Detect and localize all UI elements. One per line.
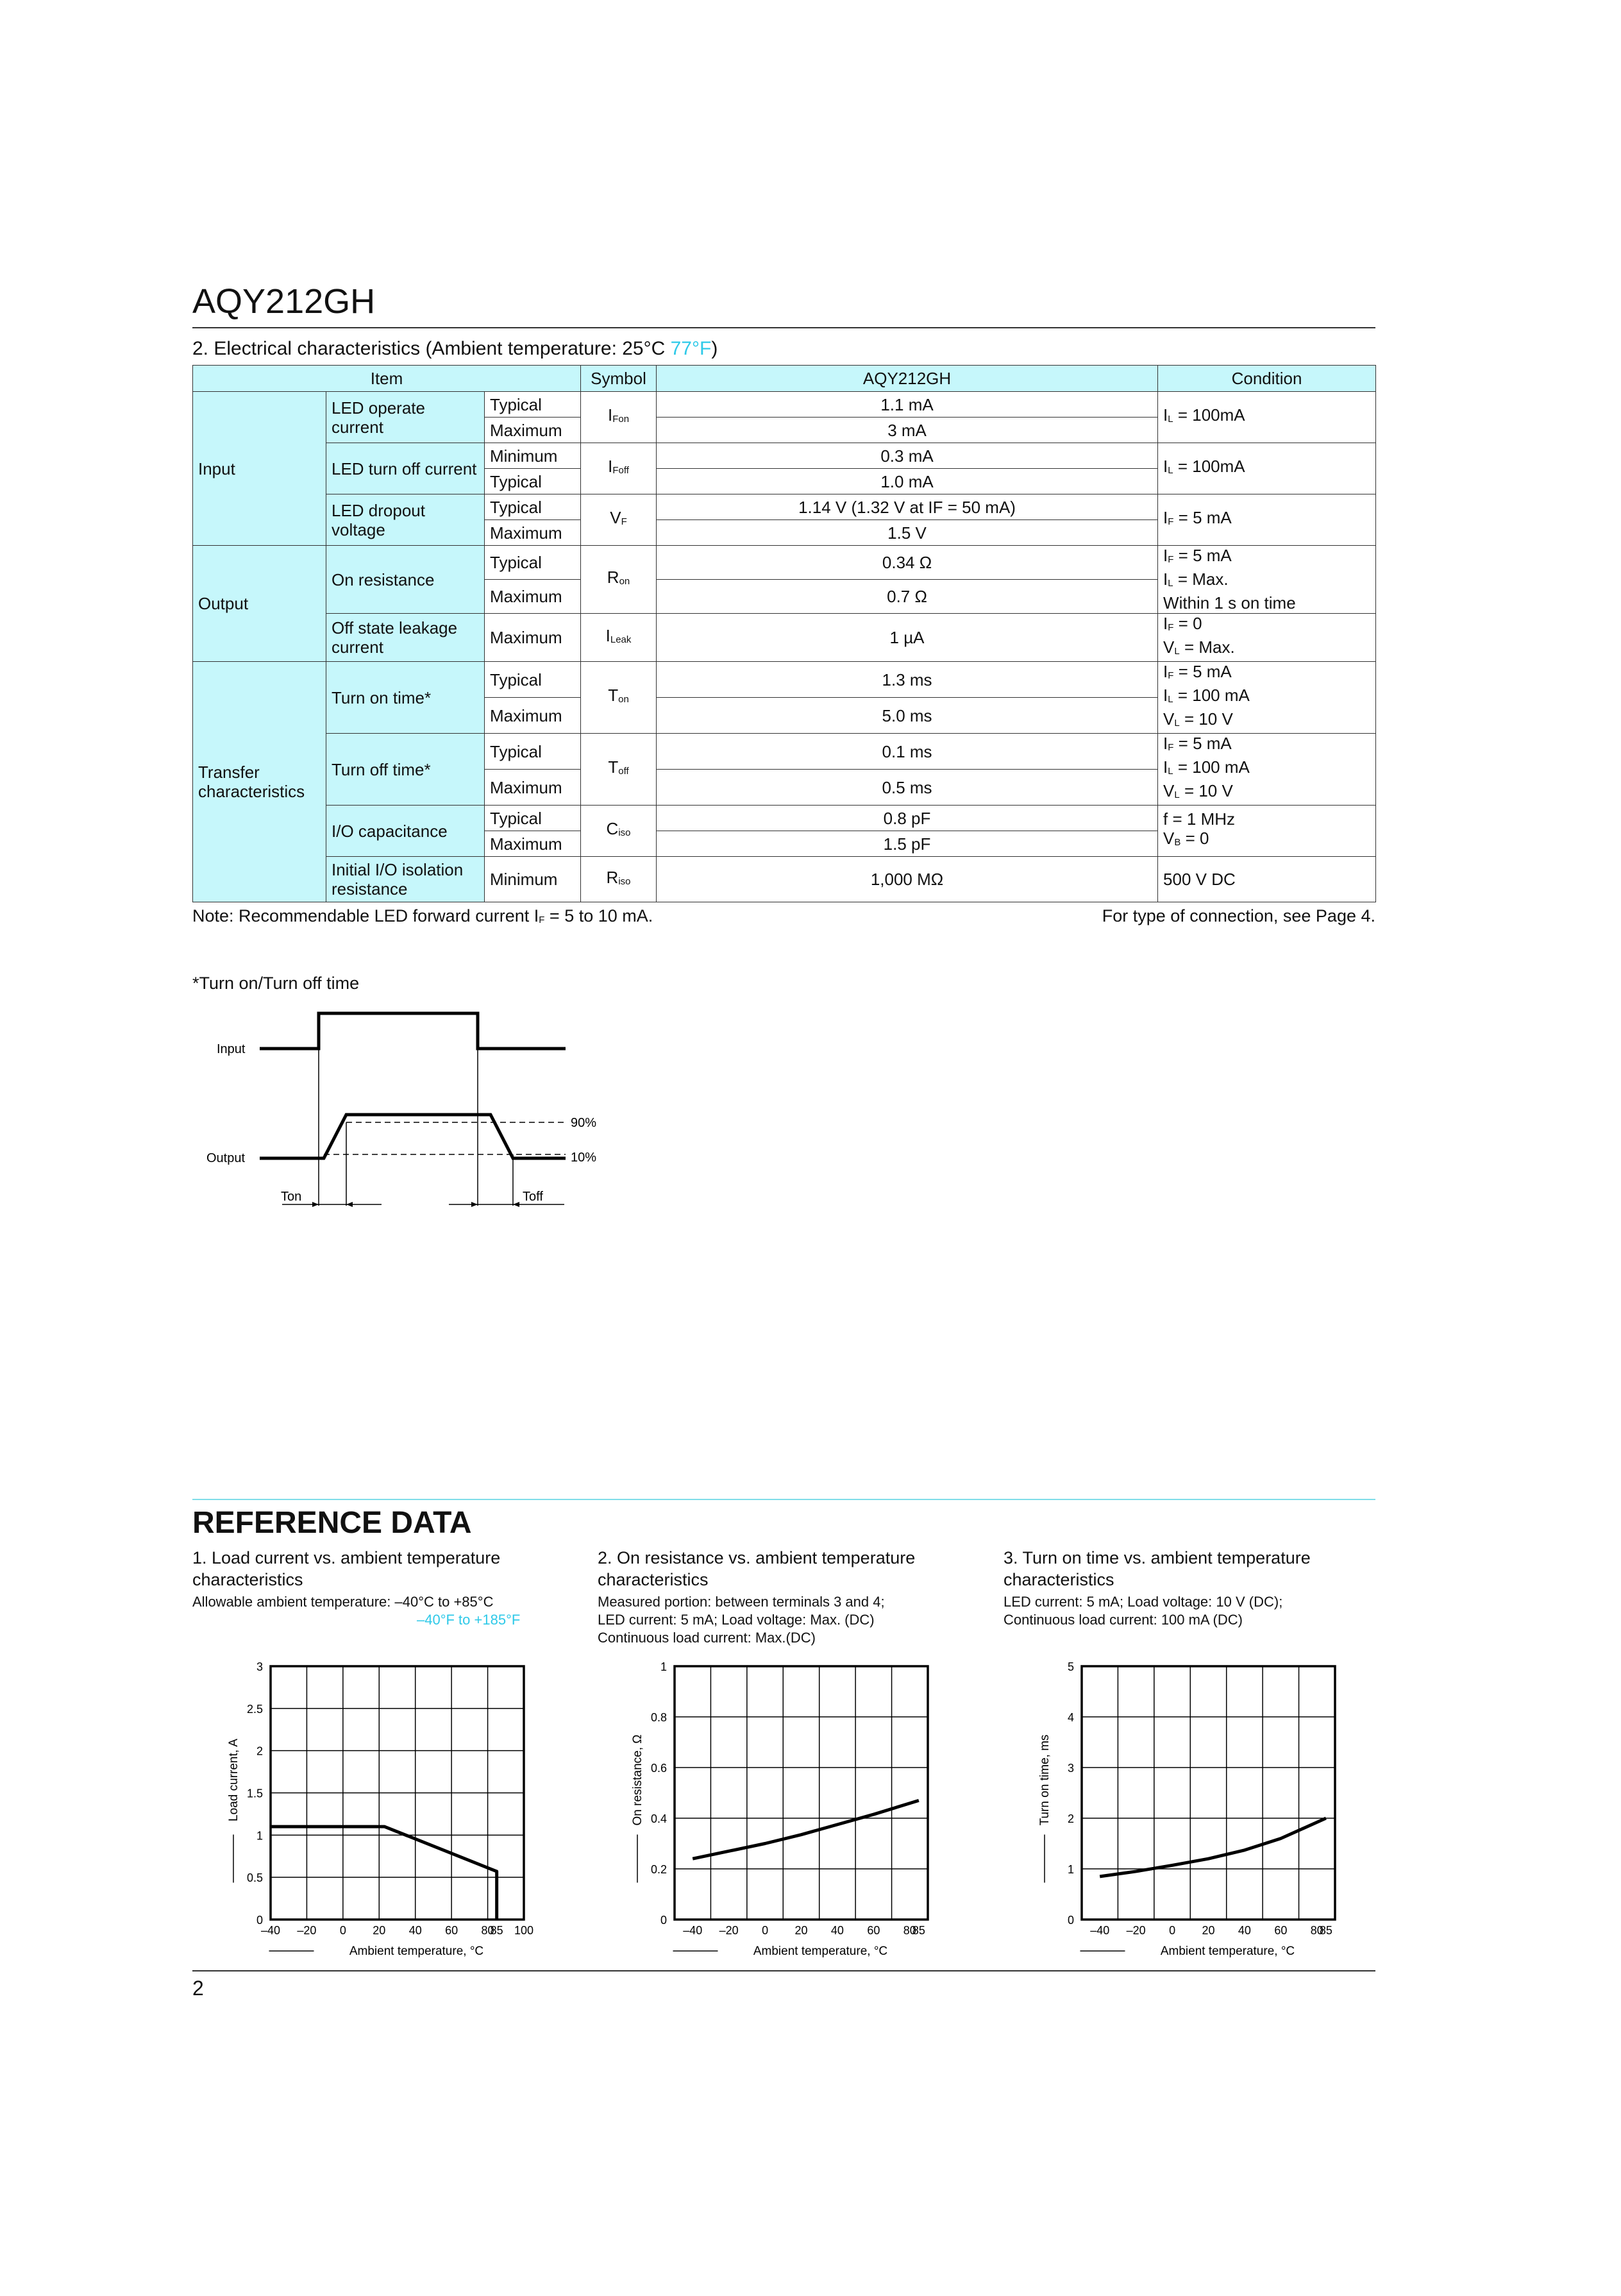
- graph1-cond-fahrenheit: –40°F to +185°F: [417, 1612, 521, 1628]
- symbol-sub: Fon: [612, 414, 630, 425]
- x-tick-label: –40: [683, 1924, 703, 1937]
- condition-cell: $I_F = 5$ mA: [1158, 494, 1376, 546]
- y-tick-label: 2.5: [246, 1702, 263, 1716]
- data-series-line: [271, 1827, 497, 1920]
- electrical-characteristics-table: [192, 365, 1376, 902]
- value-cell: 1.14 V (1.32 V at IF = 50 mA): [657, 494, 1158, 520]
- value-cell: 1.3 ms: [657, 662, 1158, 698]
- item-turn-off: Turn off time*: [326, 734, 485, 806]
- x-tick-label: –20: [719, 1924, 739, 1937]
- value-cell: 0.8 pF: [657, 806, 1158, 831]
- y-tick-label: 0.8: [650, 1711, 667, 1724]
- y-tick-label: 2: [1067, 1812, 1074, 1825]
- x-tick-label: –40: [1090, 1924, 1110, 1937]
- x-tick-label: 20: [794, 1924, 808, 1937]
- timing-input-label: Input: [217, 1042, 246, 1056]
- qualifier: Typical: [485, 392, 581, 418]
- symbol-main: I: [608, 457, 613, 476]
- value-cell: 3 mA: [657, 418, 1158, 443]
- symbol-riso: [581, 857, 657, 902]
- value-cell: 1.5 pF: [657, 831, 1158, 857]
- ton-label: Ton: [281, 1190, 302, 1204]
- condition-text: = Max.: [1173, 570, 1229, 589]
- condition-text: = 10 V: [1179, 781, 1233, 800]
- header-item: Item: [193, 366, 581, 392]
- graph2-title: 2. On resistance vs. ambient temperature characteristics: [598, 1548, 916, 1589]
- x-tick-label: 85: [912, 1924, 925, 1937]
- table-header-row: [193, 366, 1376, 392]
- y-axis-label: On resistance, Ω: [631, 1734, 644, 1826]
- y-tick-label: 5: [1067, 1660, 1074, 1673]
- value-cell: 1 µA: [657, 614, 1158, 662]
- qualifier: Minimum: [485, 443, 581, 469]
- qualifier: Maximum: [485, 831, 581, 857]
- value-cell: 0.7 Ω: [657, 580, 1158, 614]
- header-model: AQY212GH: [657, 366, 1158, 392]
- x-tick-label: 40: [1238, 1924, 1251, 1937]
- section-heading-close: ): [711, 338, 718, 359]
- x-tick-label: 60: [867, 1924, 880, 1937]
- symbol-ifon: [581, 392, 657, 443]
- graph3-title: 3. Turn on time vs. ambient temperature characteristics: [1004, 1548, 1311, 1589]
- table-row: [193, 662, 1376, 698]
- symbol-sub: on: [618, 694, 629, 705]
- x-tick-label: 20: [1202, 1924, 1215, 1937]
- condition-cell: $I_F = 5$ mA $I_L = 100$ mA $V_L = 10$ V: [1158, 662, 1376, 734]
- item-isolation-resistance: Initial I/O isolation resistance: [326, 857, 485, 902]
- symbol-main: V: [610, 508, 621, 527]
- x-tick-label: –20: [1126, 1924, 1146, 1937]
- graph2-condition: [598, 1593, 995, 1647]
- note-text-end: = 5 to 10 mA.: [544, 906, 653, 925]
- page-bottom-rule: [192, 1970, 1375, 1971]
- condition-text: = 100 mA: [1173, 686, 1250, 705]
- qualifier: Maximum: [485, 770, 581, 806]
- group-transfer: Transfer characteristics: [193, 662, 326, 902]
- y-tick-label: 1: [660, 1660, 667, 1673]
- y-tick-label: 0.4: [650, 1812, 667, 1825]
- note-text: Note: Recommendable LED forward current I: [192, 906, 539, 925]
- section-heading: [192, 335, 718, 363]
- qualifier: Typical: [485, 734, 581, 770]
- condition-text: = 5 mA: [1173, 662, 1232, 681]
- section-heading-fahrenheit: 77°F: [670, 338, 712, 359]
- graph3-turn-on-time: [1023, 1655, 1382, 1969]
- graph1-load-current: [212, 1655, 571, 1969]
- condition-cell: $I_L = 100mA$: [1158, 443, 1376, 494]
- value-cell: 0.3 mA: [657, 443, 1158, 469]
- item-on-resistance: On resistance: [326, 546, 485, 614]
- y-tick-label: 0: [1067, 1914, 1074, 1927]
- value-cell: 1.0 mA: [657, 469, 1158, 494]
- table-row: [193, 546, 1376, 580]
- qualifier: Minimum: [485, 857, 581, 902]
- value-cell: 0.1 ms: [657, 734, 1158, 770]
- pct10-label: 10%: [571, 1151, 597, 1165]
- condition-text: = 100mA: [1173, 457, 1245, 476]
- item-off-leakage: Off state leakage current: [326, 614, 485, 662]
- table-row: [193, 392, 1376, 418]
- condition-cell: $I_F = 5$ mA $I_L$ = Max. Within 1 s on time: [1158, 546, 1376, 614]
- value-cell: 1,000 MΩ: [657, 857, 1158, 902]
- y-tick-label: 3: [1067, 1762, 1074, 1775]
- arrow-icon: [471, 1202, 478, 1207]
- value-cell: 1.1 mA: [657, 392, 1158, 418]
- qualifier: Typical: [485, 546, 581, 580]
- section-heading-text: 2. Electrical characteristics (Ambient temperature: 25°C: [192, 338, 671, 359]
- y-tick-label: 4: [1067, 1711, 1074, 1724]
- x-axis-label: Ambient temperature, °C: [753, 1945, 888, 1958]
- timing-output-label: Output: [206, 1151, 246, 1165]
- symbol-ileak: [581, 614, 657, 662]
- qualifier: Typical: [485, 806, 581, 831]
- symbol-main: I: [607, 405, 613, 425]
- condition-text: = 5 mA: [1173, 508, 1232, 527]
- table-row: [193, 614, 1376, 662]
- y-tick-label: 1: [1067, 1863, 1074, 1876]
- x-tick-label: 60: [445, 1924, 458, 1937]
- arrow-icon: [312, 1202, 319, 1207]
- condition-text: = Max.: [1179, 637, 1235, 657]
- symbol-sub: on: [619, 576, 630, 587]
- condition-text: = 0: [1173, 614, 1202, 633]
- connection-note: For type of connection, see Page 4.: [1102, 906, 1375, 925]
- graph3-cond-line: Continuous load current: 100 mA (DC): [1004, 1612, 1243, 1628]
- reference-heading: REFERENCE DATA: [192, 1506, 472, 1540]
- x-tick-label: 0: [1169, 1924, 1176, 1937]
- y-tick-label: 0.6: [650, 1762, 667, 1775]
- symbol-sub: Foff: [612, 465, 629, 476]
- table-row: [193, 443, 1376, 469]
- x-tick-label: 80: [903, 1924, 916, 1937]
- condition-cell: 500 V DC: [1158, 857, 1376, 902]
- x-tick-label: 0: [339, 1924, 346, 1937]
- symbol-ron: [581, 546, 657, 614]
- item-led-turnoff: LED turn off current: [326, 443, 485, 494]
- symbol-main: R: [607, 568, 619, 587]
- x-tick-label: 100: [514, 1924, 534, 1937]
- group-input: Input: [193, 392, 326, 546]
- qualifier: Maximum: [485, 418, 581, 443]
- x-tick-label: 80: [481, 1924, 494, 1937]
- y-axis-label: Load current, A: [227, 1739, 240, 1821]
- x-tick-label: 0: [762, 1924, 769, 1937]
- qualifier: Maximum: [485, 580, 581, 614]
- symbol-main: T: [608, 686, 619, 705]
- qualifier: Maximum: [485, 698, 581, 734]
- x-tick-label: –20: [297, 1924, 317, 1937]
- y-tick-label: 3: [256, 1660, 263, 1673]
- output-waveform: [260, 1115, 566, 1158]
- y-tick-label: 0.2: [650, 1863, 667, 1876]
- graph2-on-resistance: [616, 1655, 975, 1969]
- symbol-main: C: [606, 819, 619, 838]
- header-condition: Condition: [1158, 366, 1376, 392]
- x-axis-label: Ambient temperature, °C: [1160, 1945, 1295, 1958]
- x-axis-label: Ambient temperature, °C: [349, 1945, 484, 1958]
- y-tick-label: 1: [256, 1829, 263, 1843]
- reference-rule: [192, 1499, 1375, 1500]
- x-tick-label: 80: [1310, 1924, 1323, 1937]
- pct90-label: 90%: [571, 1116, 597, 1130]
- plot-frame: [675, 1666, 928, 1920]
- table-row: [193, 806, 1376, 831]
- toff-label: Toff: [523, 1190, 543, 1204]
- item-turn-on: Turn on time*: [326, 662, 485, 734]
- x-tick-label: 40: [408, 1924, 422, 1937]
- symbol-toff: [581, 734, 657, 806]
- arrow-icon: [346, 1202, 353, 1207]
- page-number: 2: [192, 1977, 204, 2000]
- item-led-dropout: LED dropout voltage: [326, 494, 485, 546]
- graph1-title: 1. Load current vs. ambient temperature characteristics: [192, 1548, 501, 1589]
- symbol-ifoff: [581, 443, 657, 494]
- table-row: [193, 857, 1376, 902]
- qualifier: Typical: [485, 662, 581, 698]
- symbol-main: R: [606, 867, 619, 887]
- graph2-cond-line: LED current: 5 mA; Load voltage: Max. (DC): [598, 1612, 875, 1628]
- graph1-condition: [192, 1593, 590, 1629]
- symbol-main: I: [605, 625, 610, 645]
- plot-frame: [1082, 1666, 1335, 1920]
- item-led-operate: LED operate current: [326, 392, 485, 443]
- x-tick-label: 85: [490, 1924, 503, 1937]
- y-tick-label: 0: [660, 1914, 667, 1927]
- document-title: AQY212GH: [192, 282, 376, 321]
- condition-cell: $I_F = 0$ $V_L$ = Max.: [1158, 614, 1376, 662]
- condition-text: = 100 mA: [1173, 757, 1250, 777]
- x-tick-label: –40: [260, 1924, 281, 1937]
- condition-text: = 5 mA: [1173, 546, 1232, 565]
- symbol-sub: F: [621, 516, 627, 527]
- y-tick-label: 0: [256, 1914, 263, 1927]
- arrow-icon: [513, 1202, 519, 1207]
- table-row: [193, 734, 1376, 770]
- condition-text: = 5 mA: [1173, 734, 1232, 753]
- group-output: Output: [193, 546, 326, 662]
- timing-caption: *Turn on/Turn off time: [192, 974, 360, 993]
- symbol-vf: [581, 494, 657, 546]
- x-tick-label: 85: [1319, 1924, 1332, 1937]
- header-symbol: Symbol: [581, 366, 657, 392]
- graph3-condition: [1004, 1593, 1401, 1629]
- condition-cell: $I_L = 100mA$: [1158, 392, 1376, 443]
- graph2-cond-line: Measured portion: between terminals 3 and 4;: [598, 1594, 885, 1610]
- condition-text: f = 1 MHz: [1163, 809, 1236, 829]
- condition-text: = 100mA: [1173, 405, 1245, 425]
- data-series-line: [1100, 1818, 1326, 1877]
- condition-text: Within 1 s on time: [1163, 593, 1296, 612]
- qualifier: Maximum: [485, 520, 581, 546]
- data-series-line: [693, 1800, 919, 1859]
- note-sub: F: [539, 915, 545, 925]
- x-tick-label: 20: [373, 1924, 386, 1937]
- qualifier: Typical: [485, 494, 581, 520]
- qualifier: Maximum: [485, 614, 581, 662]
- symbol-sub: off: [618, 766, 629, 777]
- symbol-sub: iso: [618, 827, 631, 838]
- symbol-sub: iso: [618, 875, 631, 887]
- qualifier: Typical: [485, 469, 581, 494]
- symbol-main: T: [608, 757, 619, 777]
- condition-text: = 10 V: [1179, 709, 1233, 729]
- symbol-ciso: [581, 806, 657, 857]
- y-tick-label: 1.5: [246, 1787, 263, 1800]
- graph3-cond-line: LED current: 5 mA; Load voltage: 10 V (DC);: [1004, 1594, 1283, 1610]
- graph1-cond-line: Allowable ambient temperature: –40°C to +85°C: [192, 1594, 494, 1610]
- x-tick-label: 60: [1274, 1924, 1288, 1937]
- title-rule: [192, 327, 1375, 328]
- timing-diagram: [192, 1000, 641, 1212]
- input-waveform: [260, 1013, 566, 1049]
- symbol-ton: [581, 662, 657, 734]
- condition-text: = 0: [1180, 829, 1209, 848]
- condition-cell: $I_F = 5$ mA $I_L = 100$ mA $V_L = 10$ V: [1158, 734, 1376, 806]
- value-cell: 5.0 ms: [657, 698, 1158, 734]
- graph2-cond-line: Continuous load current: Max.(DC): [598, 1630, 816, 1646]
- value-cell: 0.34 Ω: [657, 546, 1158, 580]
- y-tick-label: 2: [256, 1744, 263, 1758]
- item-io-capacitance: I/O capacitance: [326, 806, 485, 857]
- y-tick-label: 0.5: [246, 1871, 263, 1885]
- condition-cell: f = 1 MHz $V_B = 0$: [1158, 806, 1376, 857]
- x-tick-label: 40: [830, 1924, 844, 1937]
- value-cell: 1.5 V: [657, 520, 1158, 546]
- y-axis-label: Turn on time, ms: [1038, 1734, 1052, 1826]
- table-row: [193, 494, 1376, 520]
- symbol-sub: Leak: [610, 634, 632, 645]
- table-note: [192, 906, 653, 926]
- value-cell: 0.5 ms: [657, 770, 1158, 806]
